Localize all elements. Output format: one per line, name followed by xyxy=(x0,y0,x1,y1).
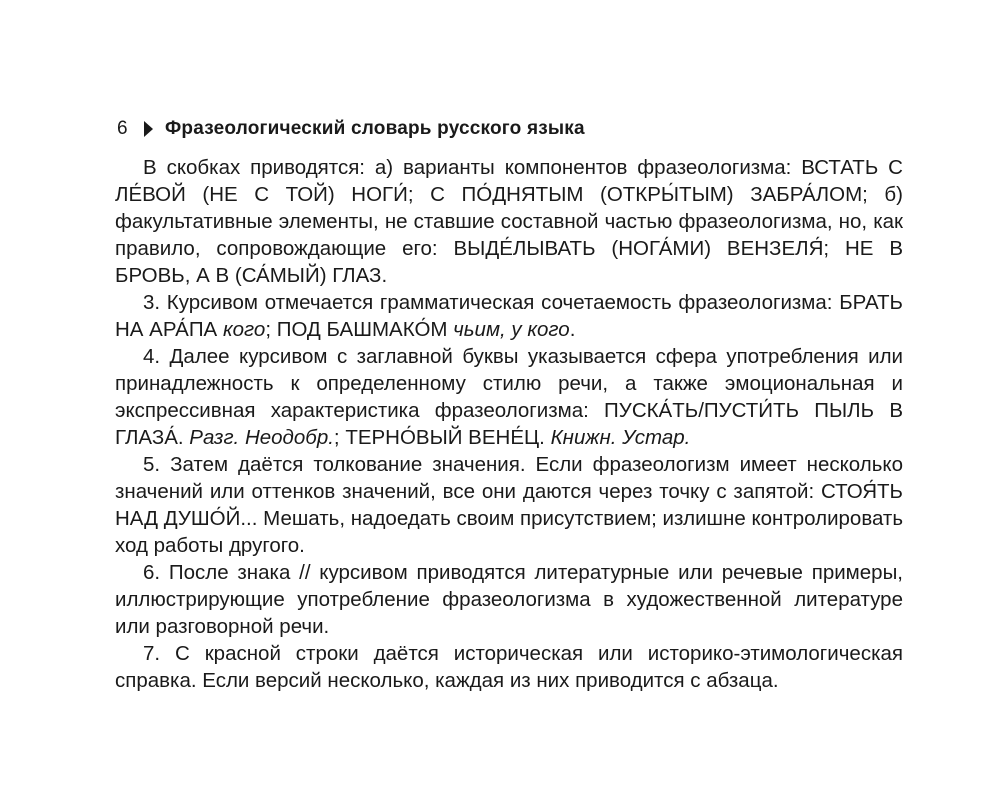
page-number: 6 xyxy=(117,118,128,139)
text-segment: . xyxy=(569,318,576,341)
text-segment: 4. Далее курсивом с заглавной буквы указывается сфера употребления или принадлежность к определенному стилю речи, а также эмоциональная и экспрессивная характеристика фразеологизма: ПУСКА́ТЬ/ПУСТИ́ТЬ ПЫЛЬ В ГЛАЗА́. xyxy=(115,345,903,449)
italic-segment: Разг. Неодобр. xyxy=(189,426,334,449)
text-segment: ; ТЕРНО́ВЫЙ ВЕНЕ́Ц. xyxy=(333,426,551,449)
italic-segment: кого xyxy=(222,318,266,341)
paragraph-item-4 xyxy=(115,343,903,451)
paragraph-item-5 xyxy=(115,451,903,559)
text-segment: 5. Затем даётся толкование значения. Если фразеологизм имеет несколько значений или оттенков значений, все они даются через точку с запятой: СТОЯ́ТЬ НАД ДУШО́Й... Мешать, надоедать своим присутствием; излишне контролировать ход работы другого. xyxy=(115,453,903,557)
text-segment: 6. После знака // курсивом приводятся литературные или речевые примеры, иллюстрирующие употребление фразеологизма в художественной литературе или разговорной речи. xyxy=(115,561,903,638)
text-segment: 7. С красной строки даётся историческая или историко-этимологическая справка. Если версий несколько, каждая из них приводится с абзаца. xyxy=(115,642,903,692)
body-text xyxy=(115,154,903,694)
running-head xyxy=(117,116,585,142)
italic-segment: чьим, у кого xyxy=(453,318,570,341)
paragraph-brackets xyxy=(115,154,903,289)
text-segment: 3. Курсивом отмечается грамматическая сочетаемость фразеологизма: БРАТЬ НА АРА́ПА xyxy=(115,291,903,341)
triangle-arrow-icon xyxy=(144,121,153,137)
paragraph-item-3 xyxy=(115,289,903,343)
text-segment: В скобках приводятся: а) варианты компонентов фразеологизма: ВСТАТЬ С ЛЕ́ВОЙ (НЕ С ТОЙ) НОГИ́; С ПО́ДНЯТЫМ (ОТКРЫ́ТЫМ) ЗАБРА́ЛОМ; б) факультативные элементы, не ставшие составной частью фразеологизма, но, как правило, сопровождающие его: ВЫДЕ́ЛЫВАТЬ (НОГА́МИ) ВЕНЗЕЛЯ́; НЕ В БРОВЬ, А В (СА́МЫЙ) ГЛАЗ. xyxy=(115,156,903,287)
paragraph-item-7 xyxy=(115,640,903,694)
running-head-title: Фразеологический словарь русского языка xyxy=(165,118,585,139)
text-segment: ; ПОД БАШМАКО́М xyxy=(265,318,454,341)
italic-segment: Книжн. Устар. xyxy=(550,426,691,449)
paragraph-item-6 xyxy=(115,559,903,640)
